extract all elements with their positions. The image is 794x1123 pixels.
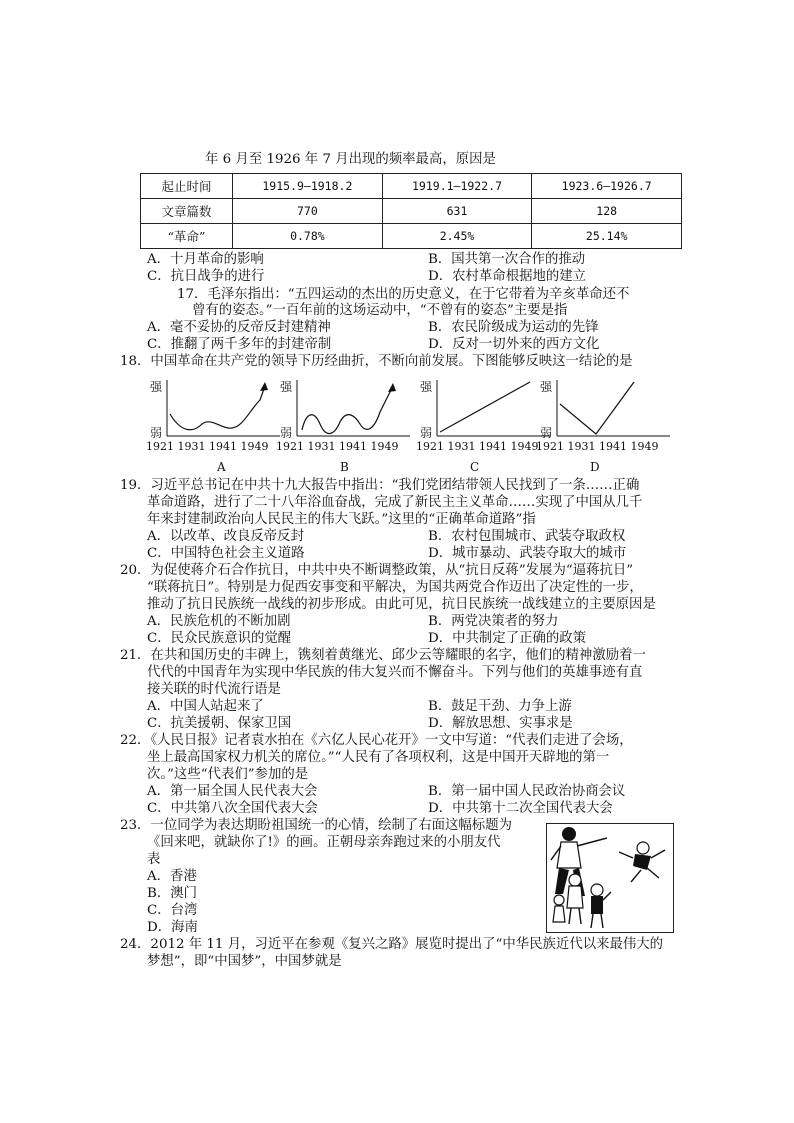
q22-option-c[interactable]: C．中共第八次全国代表大会 bbox=[147, 801, 318, 816]
q22-option-a[interactable]: A．第一届全国人民代表大会 bbox=[147, 784, 318, 799]
q21-option-d[interactable]: D．解放思想、实事求是 bbox=[428, 716, 573, 731]
table-cell: 0.78% bbox=[233, 224, 383, 249]
table-cell: 631 bbox=[382, 199, 532, 224]
q22-stem-line-1: 22．《人民日报》记者袁水拍在《六亿人民心花开》一文中写道：“代表们走进了会场， bbox=[120, 733, 633, 748]
q19-stem-line-3: 年来封建制政治向人民民主的伟大飞跃。”这里的“正确革命道路”指 bbox=[147, 512, 536, 527]
q21-option-c[interactable]: C．抗美援朝、保家卫国 bbox=[147, 716, 292, 731]
table-cell: 128 bbox=[532, 199, 682, 224]
q17-stem-line-2: 曾有的姿态。”一百年前的这场运动中，“不曾有的姿态”主要是指 bbox=[192, 303, 568, 318]
q16-option-a[interactable]: A．十月革命的影响 bbox=[147, 252, 264, 267]
mother-children-drawing bbox=[547, 824, 673, 932]
q23-option-b[interactable]: B．澳门 bbox=[147, 886, 198, 901]
table-cell: 25.14% bbox=[532, 224, 682, 249]
graph-a-weak-label: 弱 bbox=[150, 426, 163, 440]
graph-b-label: B bbox=[340, 460, 349, 474]
q19-stem-line-2: 革命道路，进行了二十八年浴血奋战，完成了新民主主义革命……实现了中国从几千 bbox=[147, 495, 643, 510]
graph-a-ticks: 1921 1931 1941 1949 bbox=[146, 440, 269, 453]
q23-option-d[interactable]: D．海南 bbox=[147, 920, 198, 935]
q20-option-d[interactable]: D．中共制定了正确的政策 bbox=[428, 631, 587, 646]
graph-d-ticks: 1921 1931 1941 1949 bbox=[536, 440, 659, 453]
graph-a[interactable] bbox=[146, 374, 293, 474]
graph-d-weak-label: 弱 bbox=[540, 426, 553, 440]
q22-stem-line-2: 坐上最高国家权力机关的席位。”“人民有了各项权利，这是中国开天辟地的第一 bbox=[147, 750, 610, 765]
q16-option-b[interactable]: B．国共第一次合作的推动 bbox=[428, 252, 586, 267]
table-cell: 2.45% bbox=[382, 224, 532, 249]
q21-stem-line-1: 21．在共和国历史的丰碑上，镌刻着黄继光、邱少云等耀眼的名字，他们的精神激励着一 bbox=[120, 648, 646, 663]
q23-option-a[interactable]: A．香港 bbox=[147, 869, 197, 884]
q23-stem-line-1: 23．一位同学为表达期盼祖国统一的心情，绘制了右面这幅标题为 bbox=[120, 818, 512, 833]
q21-stem-line-2: 代代的中国青年为实现中华民族的伟大复兴而不懈奋斗。下列与他们的英雄事迹有直 bbox=[147, 665, 643, 680]
q24-stem-line-1: 24．2012 年 11 月，习近平在参观《复兴之路》展览时提出了“中华民族近代以来最伟大的 bbox=[120, 937, 664, 952]
q20-stem-line-1: 20．为促使蒋介石合作抗日，中共中央不断调整政策，从“抗日反蒋”发展为“逼蒋抗日” bbox=[120, 563, 634, 578]
q23-option-c[interactable]: C．台湾 bbox=[147, 903, 198, 918]
table-row bbox=[141, 199, 682, 224]
q21-stem-line-3: 接关联的时代流行语是 bbox=[147, 682, 281, 697]
q19-option-a[interactable]: A．以改革、改良反帝反封 bbox=[147, 529, 304, 544]
q22-option-b[interactable]: B．第一届中国人民政治协商会议 bbox=[428, 784, 626, 799]
q16-option-c[interactable]: C．抗日战争的进行 bbox=[147, 269, 265, 284]
q20-option-a[interactable]: A．民族危机的不断加剧 bbox=[147, 614, 291, 629]
q22-stem-line-3: 次。”这些“代表们”参加的是 bbox=[147, 767, 309, 782]
q20-stem-line-2: “联蒋抗日”。特别是力促西安事变和平解决，为国共两党合作迈出了决定性的一步， bbox=[147, 580, 643, 595]
q21-option-b[interactable]: B．鼓足干劲、力争上游 bbox=[428, 699, 572, 714]
q20-option-c[interactable]: C．民众民族意识的觉醒 bbox=[147, 631, 292, 646]
graph-c-strong-label: 强 bbox=[420, 380, 433, 394]
graph-d-curve bbox=[540, 374, 680, 444]
q19-option-c[interactable]: C．中国特色社会主义道路 bbox=[147, 546, 305, 561]
table-cell: 770 bbox=[233, 199, 383, 224]
graph-c[interactable] bbox=[416, 374, 560, 474]
graph-b-ticks: 1921 1931 1941 1949 bbox=[276, 440, 399, 453]
q17-option-c[interactable]: C．推翻了两千多年的封建帝制 bbox=[147, 337, 332, 352]
table-row bbox=[141, 174, 682, 199]
q20-stem-line-3: 推动了抗日民族统一战线的初步形成。由此可见，抗日民族统一战线建立的主要原因是 bbox=[147, 597, 656, 612]
q17-option-d[interactable]: D．反对一切外来的西方文化 bbox=[428, 337, 600, 352]
q17-option-b[interactable]: B．农民阶级成为运动的先锋 bbox=[428, 320, 599, 335]
graph-a-strong-label: 强 bbox=[150, 380, 163, 394]
graph-b[interactable] bbox=[276, 374, 420, 474]
graph-a-label: A bbox=[217, 460, 226, 474]
table-cell: “革命” bbox=[141, 224, 233, 249]
q18-stem: 18．中国革命在共产党的领导下历经曲折，不断向前发展。下图能够反映这一结论的是 bbox=[120, 354, 633, 369]
q19-option-d[interactable]: D．城市暴动、武装夺取大的城市 bbox=[428, 546, 627, 561]
table-cell: 1915.9—1918.2 bbox=[233, 174, 383, 199]
q20-option-b[interactable]: B．两党决策者的努力 bbox=[428, 614, 559, 629]
frequency-table bbox=[140, 173, 682, 249]
q23-stem-line-2: 《回来吧，就缺你了!》的画。正朝母亲奔跑过来的小朋友代 bbox=[147, 835, 501, 850]
q16-stem-tail: 年 6 月至 1926 年 7 月出现的频率最高，原因是 bbox=[205, 152, 496, 167]
graph-c-ticks: 1921 1931 1941 1949 bbox=[416, 440, 539, 453]
graph-c-curve bbox=[420, 374, 560, 444]
graph-b-curve bbox=[280, 374, 420, 444]
table-cell: 1923.6—1926.7 bbox=[532, 174, 682, 199]
table-cell: 起止时间 bbox=[141, 174, 233, 199]
q21-option-a[interactable]: A．中国人站起来了 bbox=[147, 699, 264, 714]
graph-d-label: D bbox=[590, 460, 600, 474]
graph-b-strong-label: 强 bbox=[280, 380, 293, 394]
q17-stem-line-1: 17．毛泽东指出：“五四运动的杰出的历史意义，在于它带着为辛亥革命还不 bbox=[177, 287, 630, 302]
reunion-illustration bbox=[546, 823, 674, 933]
q17-option-a[interactable]: A．毫不妥协的反帝反封建精神 bbox=[147, 320, 331, 335]
q24-stem-line-2: 梦想”，即“中国梦”，中国梦就是 bbox=[147, 954, 342, 969]
graph-b-weak-label: 弱 bbox=[280, 426, 293, 440]
q23-stem-line-3: 表 bbox=[147, 852, 161, 867]
graph-d[interactable] bbox=[536, 374, 680, 474]
q19-option-b[interactable]: B．农村包围城市、武装夺取政权 bbox=[428, 529, 626, 544]
graph-d-strong-label: 强 bbox=[540, 380, 553, 394]
table-cell: 1919.1—1922.7 bbox=[382, 174, 532, 199]
q19-stem-line-1: 19．习近平总书记在中共十九大报告中指出：“我们党团结带领人民找到了一条……正确 bbox=[120, 478, 640, 493]
q16-option-d[interactable]: D．农村革命根据地的建立 bbox=[428, 269, 587, 284]
graph-a-curve bbox=[150, 374, 293, 444]
q22-option-d[interactable]: D．中共第十二次全国代表大会 bbox=[428, 801, 613, 816]
graph-c-label: C bbox=[470, 460, 480, 474]
graph-c-weak-label: 弱 bbox=[420, 426, 433, 440]
table-cell: 文章篇数 bbox=[141, 199, 233, 224]
table-row bbox=[141, 224, 682, 249]
